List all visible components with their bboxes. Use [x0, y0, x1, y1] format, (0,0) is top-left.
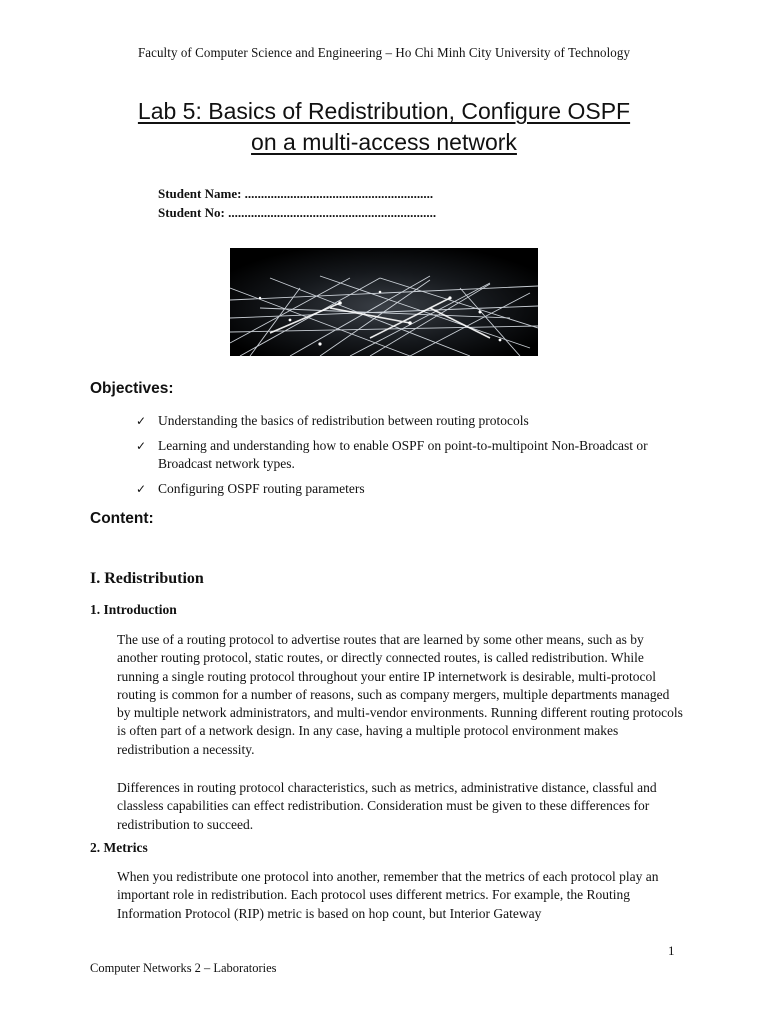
network-banner-image	[230, 248, 538, 356]
objectives-heading: Objectives:	[90, 380, 174, 397]
lab-title-line-2: on a multi-access network	[251, 129, 517, 155]
student-no-field: Student No: ................................................................	[158, 205, 437, 220]
content-heading: Content:	[90, 510, 154, 527]
objectives-list	[136, 412, 656, 505]
lab-title-line-1: Lab 5: Basics of Redistribution, Configure OSPF	[137, 98, 631, 124]
student-name-field: Student Name: ..........................................................	[158, 186, 434, 201]
page-footer: Computer Networks 2 – Laboratories	[90, 960, 277, 975]
introduction-paragraph-1: The use of a routing protocol to advertise routes that are learned by some other means, such as by another routing protocol, static routes, or directly connected routes, is called redistribution. While running a single routing protocol throughout your entire IP internetwork is desirable, multi-protocol routing is common for a number of reasons, such as company mergers, multiple departments managed by multiple network administrators, and multi-vendor environments. Running different routing protocols is often part of a network design. In any case, having a multiple protocol environment makes redistribution a necessity.	[117, 632, 683, 757]
checkmark-icon: ✓	[136, 482, 147, 496]
introduction-paragraph-2: Differences in routing protocol characteristics, such as metrics, administrative distance, classful and classless capabilities can effect redistribution. Consideration must be given to these differences for redistribution to succeed.	[117, 780, 657, 832]
page-number: 1	[668, 943, 675, 958]
objective-text: Configuring OSPF routing parameters	[158, 481, 365, 496]
checkmark-icon: ✓	[136, 439, 147, 453]
objective-item	[136, 480, 656, 498]
page-header: Faculty of Computer Science and Engineering – Ho Chi Minh City University of Technology	[137, 45, 631, 60]
objective-text: Understanding the basics of redistribution between routing protocols	[158, 413, 529, 428]
network-lines-graphic	[230, 248, 538, 356]
objective-text: Learning and understanding how to enable OSPF on point-to-multipoint Non-Broadcast or Broadcast network types.	[158, 438, 648, 471]
objective-item	[136, 437, 656, 473]
metrics-paragraph: When you redistribute one protocol into another, remember that the metrics of each protocol play an important role in redistribution. Each protocol uses different metrics. For example, the Routing Information Protocol (RIP) metric is based on hop count, but Interior Gateway	[117, 869, 659, 921]
metrics-heading: 2. Metrics	[90, 840, 148, 855]
introduction-heading: 1. Introduction	[90, 602, 177, 617]
lab-title	[0, 96, 768, 158]
checkmark-icon: ✓	[136, 414, 147, 428]
section-redistribution-heading: I. Redistribution	[90, 570, 204, 587]
objective-item	[136, 412, 656, 430]
